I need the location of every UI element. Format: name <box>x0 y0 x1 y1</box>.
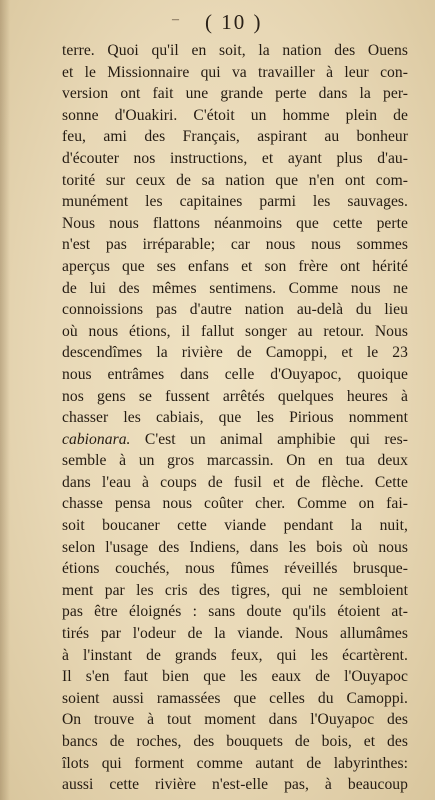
text-line: ment par les cris des tigres, qui ne sembloient <box>62 581 408 599</box>
text-line: munément les capitaines parmi les sauvages. <box>62 193 408 211</box>
text-line: aperçus que ses enfans et son frère ont hérité <box>62 257 408 275</box>
text-line: de lui des mêmes sentimens. Comme nous ne <box>62 279 408 297</box>
text-line: terre. Quoi qu'il en soit, la nation des Ouens <box>62 42 408 59</box>
text-line: connoissions pas d'autre nation au-delà du lieu <box>62 301 408 319</box>
text-line: tirés par l'odeur de la viande. Nous allumâmes <box>62 625 408 643</box>
text-line: où nous étions, il fallut songer au retour. Nous <box>62 322 408 340</box>
text-line <box>62 429 408 451</box>
text-line: pas être éloignés : sans doute qu'ils étoient at- <box>62 603 408 621</box>
page-header <box>0 10 435 36</box>
text-line: chasser les cabiais, que les Pirious nomment <box>62 409 408 427</box>
text-line: à l'instant de grands feux, qui les écartèrent. <box>62 646 408 664</box>
text-line: îlots qui forment comme autant de labyrinthes: <box>62 754 408 772</box>
text-line: Nous nous flattons néanmoins que cette perte <box>62 214 408 232</box>
text-line: n'est pas irréparable; car nous nous sommes <box>62 236 408 254</box>
page-gutter-shadow <box>0 0 10 800</box>
text-line: nos gens se fussent arrêtés quelques heures à <box>62 387 408 405</box>
text-line: semble à un gros marcassin. On en tua deux <box>62 452 408 470</box>
text-line-rest: C'est un animal amphibie qui res- <box>130 430 408 448</box>
text-line: soit boucaner cette viande pendant la nuit, <box>62 517 408 535</box>
text-line: descendîmes la rivière de Camoppi, et le 23 <box>62 344 408 362</box>
body-text <box>62 40 408 796</box>
text-line: feu, ami des Français, aspirant au bonheur <box>62 128 408 146</box>
text-line: bancs de roches, des bouquets de bois, et des <box>62 733 408 750</box>
text-line: selon l'usage des Indiens, dans les bois où nous <box>62 538 408 556</box>
text-line: et le Missionnaire qui va travailler à leur con- <box>62 63 408 81</box>
text-line: nous entrâmes dans celle d'Ouyapoc, quoique <box>62 365 408 383</box>
text-line: Il s'en faut bien que les eaux de l'Ouyapoc <box>62 668 408 686</box>
text-line: torité sur ceux de sa nation que n'en ont com- <box>62 171 408 189</box>
italic-word: cabionara. <box>62 430 131 448</box>
text-line: version ont fait une grande perte dans la per- <box>62 85 408 103</box>
text-line: On trouve à tout moment dans l'Ouyapoc des <box>62 711 408 729</box>
text-line: dans l'eau à coups de fusil et de flèche. Cette <box>62 473 408 491</box>
text-line: chasse pensa nous coûter cher. Comme on fai- <box>62 495 408 513</box>
text-line: d'écouter nos instructions, et ayant plus d'au- <box>62 149 408 167</box>
text-line: sonne d'Ouakiri. C'étoit un homme plein de <box>62 106 408 124</box>
header-mark: – <box>172 12 179 27</box>
text-line: aussi cette rivière n'est-elle pas, à beaucoup <box>62 776 408 794</box>
text-line: étions couchés, nous fûmes réveillés brusque- <box>62 560 408 578</box>
text-line: soient aussi ramassées que celles du Camoppi. <box>62 689 408 707</box>
page-number: ( 10 ) <box>205 10 263 34</box>
